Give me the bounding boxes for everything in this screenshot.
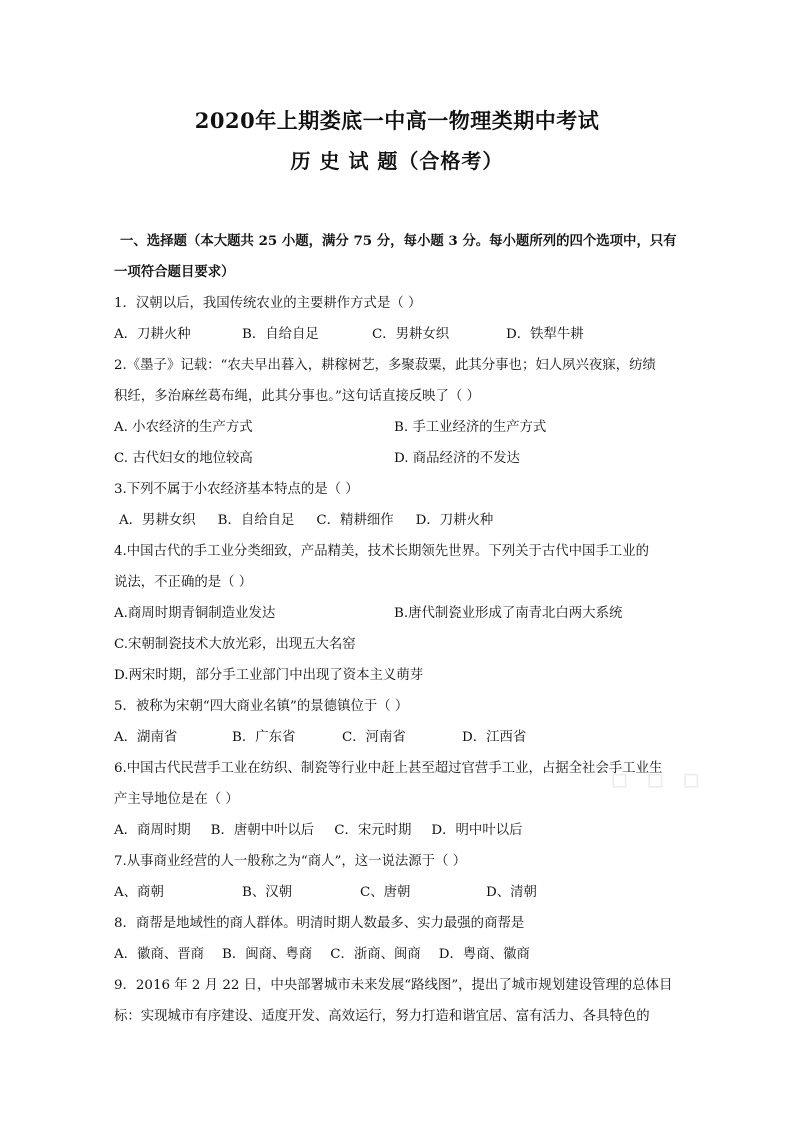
question-2-stem-cont: 积纴，多治麻丝葛布绳，此其分事也。”这句话直接反映了（ ） xyxy=(114,389,480,404)
option-d: D．铁犁牛耕 xyxy=(506,327,584,342)
option-d: D．江西省 xyxy=(462,730,527,745)
question-4-stem-cont: 说法，不正确的是（ ） xyxy=(114,575,253,590)
exam-body xyxy=(114,226,686,1032)
option-d: D.两宋时期，部分手工业部门中出现了资本主义萌芽 xyxy=(114,668,424,683)
question-4-options-row1 xyxy=(114,598,686,629)
question-3-options xyxy=(114,505,686,536)
option-b: B.唐代制瓷业形成了南青北白两大系统 xyxy=(394,606,623,621)
option-b: B．自给自足 xyxy=(217,513,295,528)
option-a: A．湖南省 xyxy=(114,730,178,745)
option-c: C．浙商、闽商 xyxy=(330,947,421,962)
question-2-stem: 2.《墨子》记载：“农夫早出暮入，耕稼树艺，多聚菽粟，此其分事也；妇人夙兴夜寐，纺绩 xyxy=(114,358,656,373)
option-b: B．闽商、粤商 xyxy=(222,947,313,962)
option-d: D. 商品经济的不发达 xyxy=(394,451,520,466)
question-2-options-row2 xyxy=(114,443,686,474)
option-b: B、汉朝 xyxy=(242,885,293,900)
option-a: A.商周时期青铜制造业发达 xyxy=(114,606,276,621)
option-d: D．刀耕火种 xyxy=(415,513,494,528)
question-1-stem: 1．汉朝以后，我国传统农业的主要耕作方式是（ ） xyxy=(114,296,422,311)
question-5-stem: 5．被称为宋朝“四大商业名镇”的景德镇位于（ ） xyxy=(114,699,409,714)
option-b: B．自给自足 xyxy=(242,327,319,342)
exam-subtitle: 历 史 试 题（合格考） xyxy=(290,149,504,173)
faint-watermark-mark: ▫ ▫ ▫ xyxy=(610,762,705,795)
option-a: A．男耕女织 xyxy=(119,513,196,528)
option-a: A．商周时期 xyxy=(114,823,191,838)
option-c: C．河南省 xyxy=(342,730,406,745)
option-c: C.宋朝制瓷技术大放光彩，出现五大名窑 xyxy=(114,637,356,652)
question-9-stem-cont: 标：实现城市有序建设、适度开发、高效运行，努力打造和谐宜居、富有活力、各具特色的 xyxy=(114,1009,650,1024)
question-6-stem: 6.中国古代民营手工业在纺织、制瓷等行业中赶上甚至超过官营手工业，占据全社会手工业生 xyxy=(114,761,663,776)
section-instructions: 一、选择题（本大题共 25 小题，满分 75 分，每小题 3 分。每小题所列的四个选项中，只有 xyxy=(120,233,677,249)
option-a: A. 小农经济的生产方式 xyxy=(114,420,253,435)
question-8-stem: 8．商帮是地域性的商人群体。明清时期人数最多、实力最强的商帮是 xyxy=(114,916,525,931)
question-6-options xyxy=(114,815,686,846)
option-b: B．广东省 xyxy=(232,730,296,745)
option-b: B. 手工业经济的生产方式 xyxy=(394,420,547,435)
question-7-stem: 7.从事商业经营的人一般称之为“商人”，这一说法源于（ ） xyxy=(114,854,467,869)
option-c: C、唐朝 xyxy=(360,885,411,900)
option-c: C. 古代妇女的地位较高 xyxy=(114,451,253,466)
option-d: D．粤商、徽商 xyxy=(438,947,530,962)
option-a: A．徽商、晋商 xyxy=(114,947,205,962)
option-c: C．男耕女织 xyxy=(372,327,450,342)
question-9-stem: 9．2016 年 2 月 22 日，中央部署城市未来发展“路线图”，提出了城市规划建设管理的总体目 xyxy=(114,978,673,993)
option-c: C．精耕细作 xyxy=(316,513,394,528)
option-d: D、清朝 xyxy=(486,885,537,900)
option-c: C．宋元时期 xyxy=(334,823,412,838)
question-2-options-row1 xyxy=(114,412,686,443)
option-b: B．唐朝中叶以后 xyxy=(210,823,315,838)
exam-title: 2020年上期娄底一中高一物理类期中考试 xyxy=(194,108,600,133)
question-1-options xyxy=(114,319,686,350)
question-8-options xyxy=(114,939,686,970)
question-5-options xyxy=(114,722,686,753)
section-instructions-cont: 一项符合题目要求） xyxy=(114,264,235,280)
question-6-stem-cont: 产主导地位是在（ ） xyxy=(114,792,239,807)
option-d: D．明中叶以后 xyxy=(431,823,523,838)
option-a: A．刀耕火种 xyxy=(114,327,191,342)
option-a: A、商朝 xyxy=(114,885,164,900)
question-7-options xyxy=(114,877,686,908)
question-3-stem: 3.下列不属于小农经济基本特点的是（ ） xyxy=(114,482,359,497)
question-4-stem: 4.中国古代的手工业分类细致，产品精美，技术长期领先世界。下列关于古代中国手工业的 xyxy=(114,544,650,559)
